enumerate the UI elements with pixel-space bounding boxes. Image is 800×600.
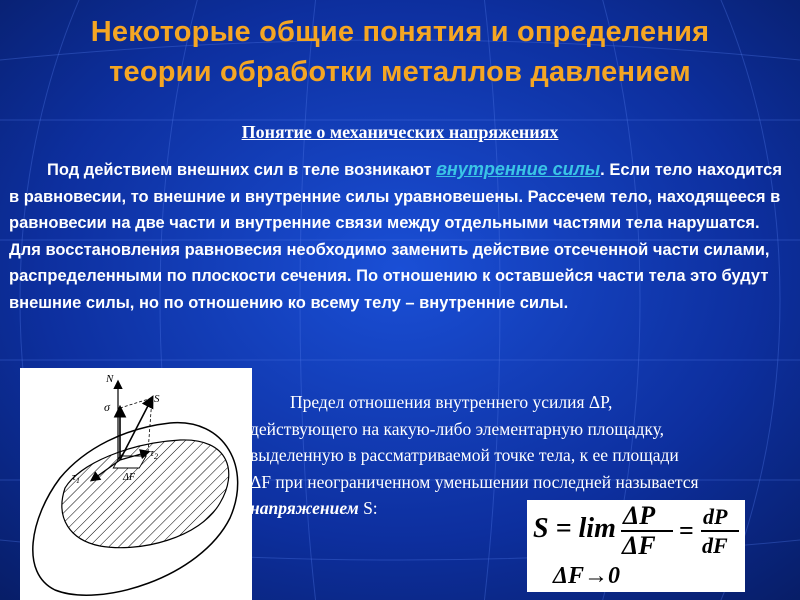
- label-sigma: σ: [104, 400, 110, 414]
- label-stress: S: [154, 393, 160, 405]
- definition-line-3: выделенную в рассматриваемой точке тела, к ее площади: [250, 445, 679, 465]
- slide-title: [0, 12, 800, 92]
- definition-line-1: [250, 389, 800, 416]
- label-tau1-sub: 1: [75, 476, 80, 485]
- intro-paragraph: [9, 156, 791, 316]
- label-normal: N: [106, 373, 114, 385]
- formula-lhs: S = lim: [533, 513, 616, 544]
- title-line-1: Некоторые общие понятия и определения: [90, 16, 710, 48]
- definition-line-1-text: Предел отношения внутреннего усилия ΔP,: [290, 392, 613, 412]
- stress-formula: [527, 500, 745, 592]
- formula-frac2-numerator: dP: [703, 504, 728, 529]
- stress-diagram: [20, 368, 252, 600]
- formula-frac1-numerator: ΔP: [623, 501, 656, 530]
- label-area: ΔF: [123, 472, 135, 483]
- label-tau2-sub: 2: [153, 452, 158, 461]
- title-line-2: теории обработки металлов давлением: [109, 56, 691, 88]
- section-subtitle: Понятие о механических напряжениях: [241, 122, 559, 142]
- internal-forces-term: внутренние силы: [436, 159, 601, 179]
- formula-frac2-denominator: dF: [702, 533, 728, 558]
- label-tau2-symbol: τ: [150, 447, 154, 459]
- definition-line-2: действующего на какую-либо элементарную площадку,: [250, 418, 665, 439]
- paragraph-text-after: . Если тело находится в равновесии, то внешние и внутренние силы уравновешены. Рассечем тело, находящееся в равновесии на две части и внутренние связи между отдельными частями тела нарушатся. Для восстановления равновесия необходимо заменить действие отсеченной части силами, распределенными по плоскости сечения. По отношению к оставшейся части тела это будут внешние силы, но по отношению ко всему телу – внутренние силы.: [9, 161, 782, 312]
- formula-limit: ΔF→0: [553, 563, 621, 589]
- formula-equals: =: [679, 516, 694, 545]
- paragraph-text-before: Под действием внешних сил в теле возникают: [47, 161, 437, 179]
- formula-frac1-denominator: ΔF: [622, 531, 656, 560]
- definition-tail: S:: [358, 498, 378, 518]
- label-tau1-symbol: τ: [72, 471, 76, 483]
- definition-line-4: ΔF при неограниченном уменьшении последней называется: [250, 471, 699, 492]
- stress-term: напряжением: [250, 498, 359, 518]
